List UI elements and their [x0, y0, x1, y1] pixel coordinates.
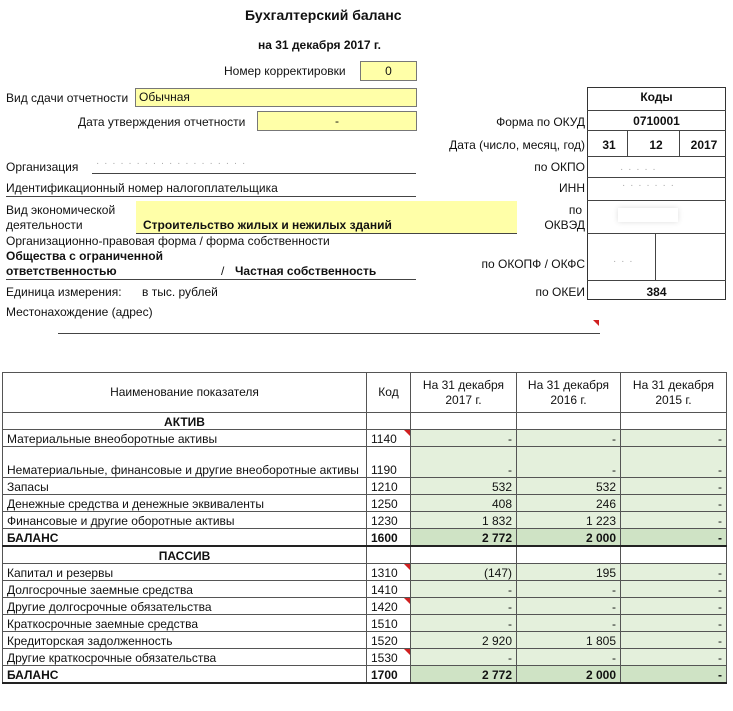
- row-code: 1140: [371, 432, 397, 446]
- row-code: 1230: [371, 514, 398, 528]
- table-row: [3, 512, 727, 529]
- comment-marker-icon[interactable]: [404, 430, 410, 436]
- organization-label: Организация: [6, 160, 79, 174]
- row-name: Краткосрочные заемные средства: [3, 615, 367, 632]
- cell-v2015[interactable]: -: [621, 512, 727, 529]
- date-year: 2017: [690, 138, 718, 152]
- cell-v2017[interactable]: -: [411, 598, 517, 615]
- okopf-label: по ОКОПФ / ОКФС: [481, 257, 585, 271]
- row-code: 1210: [371, 480, 398, 494]
- cell-v2017[interactable]: -: [411, 649, 517, 666]
- row-name: Кредиторская задолженность: [3, 632, 367, 649]
- correction-field[interactable]: 0: [360, 61, 417, 81]
- table-row: [3, 430, 727, 447]
- cell-v2016[interactable]: 246: [517, 495, 621, 512]
- cell-v2015[interactable]: -: [621, 529, 727, 547]
- legal-form-value-1: Общества с ограниченной: [6, 249, 163, 263]
- col-header-2015: На 31 декабря 2015 г.: [621, 373, 727, 413]
- balance-table: [2, 372, 727, 684]
- cell-v2016[interactable]: 1 805: [517, 632, 621, 649]
- row-code: 1250: [371, 497, 398, 511]
- unit-value: в тыс. рублей: [142, 285, 218, 299]
- comment-marker-icon[interactable]: [404, 649, 410, 655]
- cell-v2016[interactable]: 2 000: [517, 529, 621, 547]
- activity-value: Строительство жилых и нежилых зданий: [143, 218, 392, 232]
- page-title: Бухгалтерский баланс: [245, 7, 402, 23]
- cell-v2017[interactable]: -: [411, 581, 517, 598]
- legal-form-label: Организационно-правовая форма / форма собственности: [6, 234, 330, 248]
- cell-v2015[interactable]: -: [621, 615, 727, 632]
- section-liabilities: ПАССИВ: [3, 546, 367, 564]
- cell-v2015[interactable]: -: [621, 495, 727, 512]
- cell-v2017[interactable]: (147): [411, 564, 517, 581]
- cell-v2016[interactable]: -: [517, 649, 621, 666]
- cell-v2016[interactable]: -: [517, 598, 621, 615]
- table-row: [3, 581, 727, 598]
- unit-label: Единица измерения:: [6, 285, 122, 299]
- okved-value-redacted: [618, 208, 678, 222]
- okud-value: 0710001: [633, 114, 680, 128]
- row-code: 1190: [371, 463, 397, 477]
- balance-total-row: [3, 666, 727, 684]
- row-code: 1310: [371, 566, 398, 580]
- okpo-label: по ОКПО: [534, 160, 585, 174]
- report-type-label: Вид сдачи отчетности: [6, 91, 129, 105]
- cell-v2015[interactable]: -: [621, 598, 727, 615]
- col-header-code: Код: [367, 373, 411, 413]
- cell-v2017[interactable]: 2 772: [411, 529, 517, 547]
- row-name: БАЛАНС: [3, 666, 367, 684]
- cell-v2016[interactable]: -: [517, 447, 621, 478]
- okei-value: 384: [646, 285, 667, 299]
- table-row: [3, 632, 727, 649]
- okpo-value-redacted: · · · · ·: [620, 164, 657, 175]
- okud-label: Форма по ОКУД: [496, 115, 585, 129]
- approval-date-field[interactable]: -: [257, 111, 417, 131]
- cell-v2015[interactable]: -: [621, 581, 727, 598]
- cell-v2017[interactable]: 408: [411, 495, 517, 512]
- cell-v2016[interactable]: 2 000: [517, 666, 621, 684]
- okved-label-1: по: [568, 203, 582, 217]
- date-month: 12: [649, 138, 663, 152]
- approval-date-label: Дата утверждения отчетности: [78, 115, 246, 129]
- cell-v2015[interactable]: -: [621, 478, 727, 495]
- table-row: [3, 649, 727, 666]
- activity-label-2: деятельности: [6, 218, 83, 232]
- row-code: 1530: [371, 651, 398, 665]
- date-day: 31: [602, 138, 616, 152]
- row-code: 1410: [371, 583, 398, 597]
- table-row: [3, 598, 727, 615]
- comment-marker-icon[interactable]: [404, 598, 410, 604]
- cell-v2016[interactable]: -: [517, 581, 621, 598]
- row-code: 1700: [371, 668, 398, 682]
- cell-v2017[interactable]: 2 920: [411, 632, 517, 649]
- row-name: Другие краткосрочные обязательства: [3, 649, 367, 666]
- row-name: Материальные внеоборотные активы: [3, 430, 367, 447]
- cell-v2016[interactable]: -: [517, 615, 621, 632]
- organization-value-redacted: · · · · · · · · · · · · · · · · · · ·: [96, 158, 247, 168]
- table-row: [3, 564, 727, 581]
- legal-form-separator: /: [221, 264, 225, 278]
- row-name: Финансовые и другие оборотные активы: [3, 512, 367, 529]
- table-row: [3, 478, 727, 495]
- legal-form-value-2: ответственностью: [6, 264, 117, 278]
- row-name: БАЛАНС: [3, 529, 367, 547]
- cell-v2015[interactable]: -: [621, 447, 727, 478]
- row-code: 1520: [371, 634, 398, 648]
- table-row: [3, 495, 727, 512]
- activity-label-1: Вид экономической: [6, 203, 116, 217]
- row-code: 1420: [371, 600, 398, 614]
- table-row: [3, 447, 727, 478]
- cell-v2017[interactable]: -: [411, 430, 517, 447]
- cell-v2015[interactable]: -: [621, 649, 727, 666]
- cell-v2015[interactable]: -: [621, 632, 727, 649]
- okei-label: по ОКЕИ: [535, 285, 585, 299]
- inn-label: Идентификационный номер налогоплательщика: [6, 181, 278, 195]
- address-label: Местонахождение (адрес): [6, 305, 153, 319]
- comment-marker-icon[interactable]: [404, 564, 410, 570]
- okopf-value-redacted: · · ·: [613, 256, 634, 267]
- ownership-value: Частная собственность: [235, 264, 377, 278]
- row-name: Другие долгосрочные обязательства: [3, 598, 367, 615]
- cell-v2015[interactable]: -: [621, 666, 727, 684]
- section-assets: АКТИВ: [3, 413, 367, 430]
- cell-v2017[interactable]: -: [411, 615, 517, 632]
- row-code: 1510: [371, 617, 398, 631]
- cell-v2017[interactable]: 2 772: [411, 666, 517, 684]
- col-header-name: Наименование показателя: [3, 373, 367, 413]
- cell-v2016[interactable]: 532: [517, 478, 621, 495]
- cell-v2016[interactable]: 195: [517, 564, 621, 581]
- balance-total-row: [3, 529, 727, 547]
- row-code: 1600: [371, 531, 398, 545]
- report-date: на 31 декабря 2017 г.: [258, 38, 381, 52]
- table-row: [3, 615, 727, 632]
- date-label: Дата (число, месяц, год): [449, 138, 585, 152]
- col-header-2017: На 31 декабря 2017 г.: [411, 373, 517, 413]
- cell-v2015[interactable]: -: [621, 430, 727, 447]
- row-name: Денежные средства и денежные эквиваленты: [3, 495, 367, 512]
- row-name: Нематериальные, финансовые и другие внеоборотные активы: [3, 447, 367, 478]
- row-name: Долгосрочные заемные средства: [3, 581, 367, 598]
- correction-label: Номер корректировки: [224, 64, 346, 78]
- cell-v2016[interactable]: 1 223: [517, 512, 621, 529]
- cell-v2015[interactable]: -: [621, 564, 727, 581]
- codes-header: Коды: [640, 90, 673, 104]
- inn-code-label: ИНН: [559, 181, 585, 195]
- report-type-field[interactable]: Обычная: [135, 88, 417, 107]
- row-name: Запасы: [3, 478, 367, 495]
- cell-v2017[interactable]: -: [411, 447, 517, 478]
- col-header-2016: На 31 декабря 2016 г.: [517, 373, 621, 413]
- inn-value-redacted: · · · · · · ·: [622, 180, 675, 191]
- cell-v2017[interactable]: 532: [411, 478, 517, 495]
- okved-label-2: ОКВЭД: [544, 218, 585, 232]
- row-name: Капитал и резервы: [3, 564, 367, 581]
- cell-v2016[interactable]: -: [517, 430, 621, 447]
- cell-v2017[interactable]: 1 832: [411, 512, 517, 529]
